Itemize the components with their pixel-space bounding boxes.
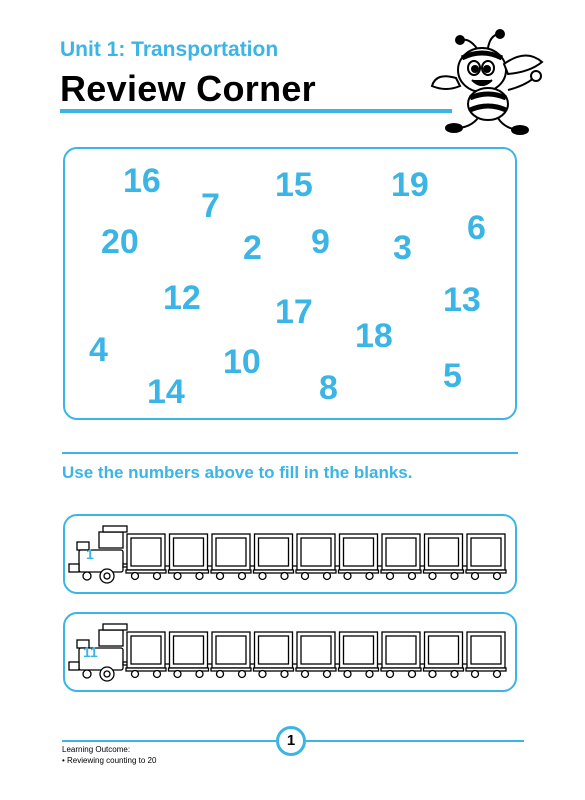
car-blank-box[interactable] <box>429 538 459 566</box>
car-wheel <box>217 573 224 580</box>
number-item: 16 <box>123 162 161 200</box>
bee-mascot-icon <box>426 28 556 138</box>
car-wheel <box>154 573 161 580</box>
page-title: Review Corner <box>60 68 316 109</box>
number-item: 2 <box>243 229 262 267</box>
number-item: 17 <box>275 293 313 331</box>
section-divider <box>62 452 518 454</box>
car-blank-box[interactable] <box>344 538 374 566</box>
car-wheel <box>366 671 373 678</box>
number-item: 18 <box>355 317 393 355</box>
car-wheel <box>259 671 266 678</box>
number-item: 10 <box>223 343 261 381</box>
number-item: 13 <box>443 281 481 319</box>
car-blank-box[interactable] <box>131 538 161 566</box>
car-base <box>381 668 421 671</box>
car-base <box>466 668 506 671</box>
car-blank-box[interactable] <box>301 538 331 566</box>
car-wheel <box>429 671 436 678</box>
car-wheel <box>196 573 203 580</box>
car-wheel <box>259 573 266 580</box>
car-wheel <box>451 573 458 580</box>
car-wheel <box>174 671 181 678</box>
car-blank-box[interactable] <box>174 636 204 664</box>
car-wheel <box>302 573 309 580</box>
car-blank-box[interactable] <box>386 538 416 566</box>
car-wheel <box>324 671 331 678</box>
car-base <box>211 668 251 671</box>
car-wheel <box>132 671 139 678</box>
car-base <box>296 570 336 573</box>
number-item: 8 <box>319 369 338 407</box>
car-wheel <box>472 671 479 678</box>
car-base <box>339 668 379 671</box>
car-wheel <box>217 671 224 678</box>
car-wheel <box>409 573 416 580</box>
train-engine-icon <box>65 614 519 694</box>
car-wheel <box>239 573 246 580</box>
car-wheel <box>239 671 246 678</box>
footer-rule-left <box>62 740 276 742</box>
car-wheel <box>366 573 373 580</box>
car-blank-box[interactable] <box>429 636 459 664</box>
train-row-1 <box>63 514 517 594</box>
unit-label: Unit 1: Transportation <box>60 38 279 61</box>
car-blank-box[interactable] <box>259 636 289 664</box>
car-wheel <box>429 573 436 580</box>
start-number: 11 <box>83 644 98 660</box>
car-base <box>126 668 166 671</box>
car-wheel <box>472 573 479 580</box>
car-wheel <box>281 573 288 580</box>
car-blank-box[interactable] <box>131 636 161 664</box>
title-underline <box>60 109 452 113</box>
car-wheel <box>174 573 181 580</box>
car-blank-box[interactable] <box>344 636 374 664</box>
car-wheel <box>344 573 351 580</box>
number-item: 15 <box>275 166 313 204</box>
numbers-box <box>63 147 517 420</box>
car-base <box>126 570 166 573</box>
car-wheel <box>494 573 501 580</box>
car-blank-box[interactable] <box>216 636 246 664</box>
car-base <box>211 570 251 573</box>
number-item: 20 <box>101 223 139 261</box>
car-blank-box[interactable] <box>174 538 204 566</box>
car-blank-box[interactable] <box>471 538 501 566</box>
number-item: 5 <box>443 357 462 395</box>
number-item: 6 <box>467 209 486 247</box>
car-blank-box[interactable] <box>301 636 331 664</box>
number-item: 12 <box>163 279 201 317</box>
start-number: 1 <box>86 546 94 562</box>
car-blank-box[interactable] <box>386 636 416 664</box>
number-item: 19 <box>391 166 429 204</box>
car-wheel <box>387 573 394 580</box>
page-number: 1 <box>276 726 306 756</box>
car-base <box>424 570 464 573</box>
car-wheel <box>302 671 309 678</box>
car-base <box>424 668 464 671</box>
car-base <box>254 570 294 573</box>
car-wheel <box>196 671 203 678</box>
number-item: 9 <box>311 223 330 261</box>
car-wheel <box>281 671 288 678</box>
car-blank-box[interactable] <box>216 538 246 566</box>
car-blank-box[interactable] <box>471 636 501 664</box>
learning-outcome-label: Learning Outcome: <box>62 745 131 754</box>
car-wheel <box>132 573 139 580</box>
footer-rule-right <box>306 740 524 742</box>
car-base <box>169 668 209 671</box>
car-blank-box[interactable] <box>259 538 289 566</box>
car-wheel <box>154 671 161 678</box>
car-wheel <box>494 671 501 678</box>
car-base <box>296 668 336 671</box>
car-base <box>254 668 294 671</box>
car-base <box>339 570 379 573</box>
number-item: 3 <box>393 229 412 267</box>
number-item: 14 <box>147 373 185 411</box>
car-wheel <box>344 671 351 678</box>
number-item: 7 <box>201 187 220 225</box>
train-engine-icon <box>65 516 519 596</box>
car-wheel <box>451 671 458 678</box>
car-wheel <box>324 573 331 580</box>
car-base <box>169 570 209 573</box>
car-wheel <box>387 671 394 678</box>
instruction-text: Use the numbers above to fill in the blanks. <box>62 463 413 482</box>
car-base <box>466 570 506 573</box>
train-row-2 <box>63 612 517 692</box>
learning-outcome-item: • Reviewing counting to 20 <box>62 756 157 765</box>
car-wheel <box>409 671 416 678</box>
number-item: 4 <box>89 331 108 369</box>
car-base <box>381 570 421 573</box>
